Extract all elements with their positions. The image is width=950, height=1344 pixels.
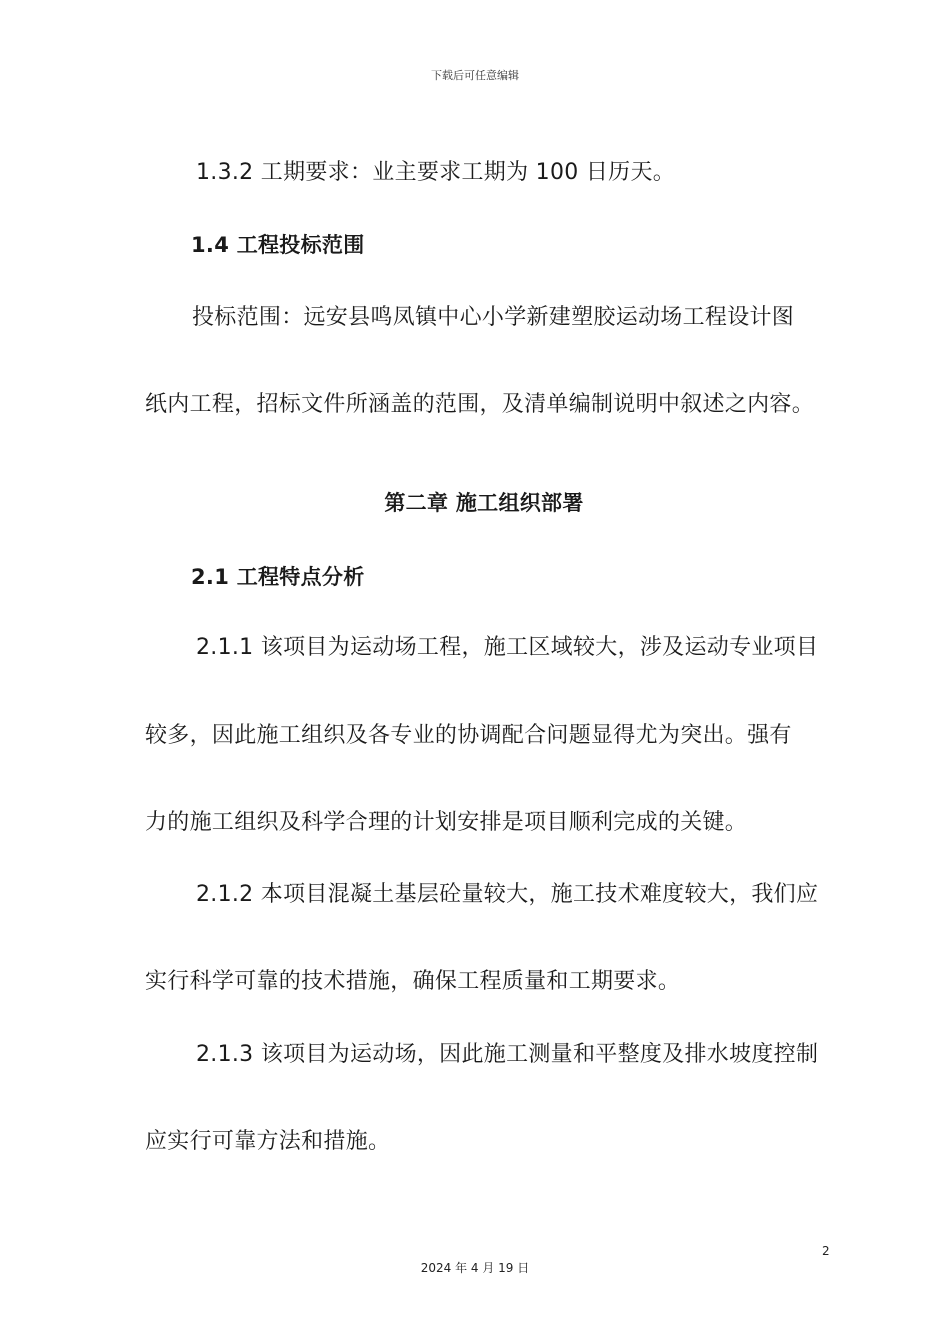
scope-paragraph-line-1: 投标范围：远安县鸣凤镇中心小学新建塑胶运动场工程设计图 [192,305,795,330]
heading-2-1: 2.1 工程特点分析 [191,565,365,589]
paragraph-2-1-1-line-1: 2.1.1 该项目为运动场工程，施工区域较大，涉及运动专业项目 [196,635,819,660]
paragraph-2-1-2-line-1: 2.1.2 本项目混凝土基层砼量较大，施工技术难度较大，我们应 [196,882,819,907]
paragraph-2-1-3-line-2: 应实行可靠方法和措施。 [145,1129,391,1154]
scope-paragraph-line-2: 纸内工程，招标文件所涵盖的范围，及清单编制说明中叙述之内容。 [145,392,815,417]
footer-date: 2024 年 4 月 19 日 [420,1261,530,1275]
chapter-2-title: 第二章 施工组织部署 [384,491,584,515]
page-number: 2 [822,1244,830,1258]
header-note: 下载后可任意编辑 [431,69,519,82]
paragraph-2-1-1-line-2: 较多，因此施工组织及各专业的协调配合问题显得尤为突出。强有 [145,723,792,748]
paragraph-2-1-3-line-1: 2.1.3 该项目为运动场，因此施工测量和平整度及排水坡度控制 [196,1042,819,1067]
heading-1-4: 1.4 工程投标范围 [191,233,365,257]
section-1-3-2-text: 1.3.2 工期要求：业主要求工期为 100 日历天。 [196,160,676,185]
paragraph-2-1-1-line-3: 力的施工组织及科学合理的计划安排是项目顺利完成的关键。 [145,810,748,835]
paragraph-2-1-2-line-2: 实行科学可靠的技术措施，确保工程质量和工期要求。 [145,969,681,994]
